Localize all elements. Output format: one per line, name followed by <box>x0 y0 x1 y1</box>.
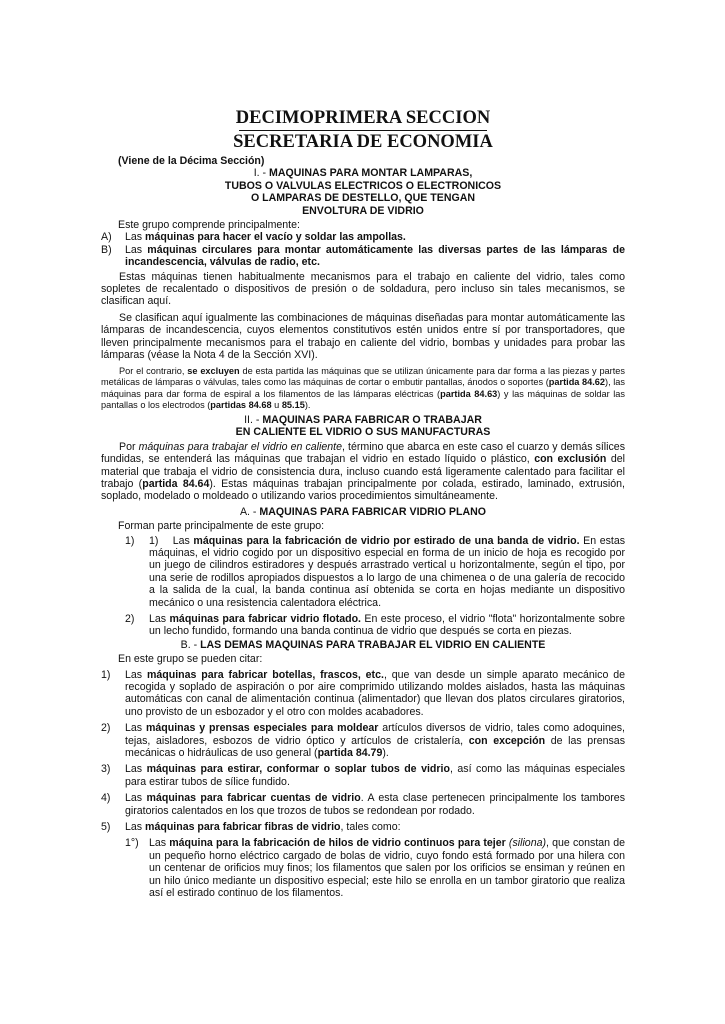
list-text: de las prensas mecánicas o hidráulicas de uso general ( <box>125 734 625 760</box>
list-bold-text: partida 84.79 <box>317 747 383 760</box>
paragraph: Se clasifican aquí igualmente las combinaciones de máquinas diseñadas para montar automáticamente las lámparas de incandescencia, cuyos elementos constitutivos estén unidos entre sí por transportadores, que lleven principalmente mecanismos para el trabajo en caliente del vidrio, bombas y unidades para probar las lámparas (véase la Nota 4 de la Sección XVI). <box>101 311 625 362</box>
list-text: , así como las máquinas especiales para estirar tubos de sílice fundido. <box>125 763 625 788</box>
note-bold: 85.15 <box>281 400 305 411</box>
note-text: u <box>271 400 282 411</box>
list-item-a1 <box>101 535 625 609</box>
list-item-b4 <box>101 792 625 817</box>
list-item-a <box>101 231 625 243</box>
para-bold: con exclusión <box>534 453 607 466</box>
list-bold-text: máquina para la fabricación de hilos de vidrio continuos para tejer <box>169 837 506 850</box>
list-item-b5 <box>101 821 625 833</box>
list-bold-text: máquinas para hacer el vacío y soldar las ampollas. <box>145 231 406 244</box>
list-marker: 3) <box>101 763 111 776</box>
list-text: , que constan de un pequeño horno eléctrico cargado de bolas de vidrio, cuyo fondo está formado por una hilera con un centenar de orificios muy finos; los filamentos que salen por los orificios se ensiman y reúnen en un hilo único mediante un dispositivo especial; este hilo se enrolla en un tambor giratorio que realiza así el estirado continuo de los filamentos. <box>149 837 625 900</box>
list-item-b <box>101 244 625 269</box>
list-bold-text: máquinas para la fabricación de vidrio por estirado de una banda de vidrio. <box>193 534 580 547</box>
list-marker: 2) <box>125 612 135 625</box>
list-marker: 1°) <box>125 837 139 850</box>
list-marker: 5) <box>101 821 111 834</box>
list-text: En estas máquinas, el vidrio cogido por un dispositivo especial en forma de un inicio de hoja es recogido por un juego de cilindros estiradores y después arrastrado vertical u horizontalmente, según el tipo, por una serie de rodillos apropiados dispuestos a lo largo de una chimenea o de una galería de recocido a la salida de la cual, la banda continua así obtenida se corta en hojas mediante un dispositivo mecánico o una resistencia calentadora eléctrica. <box>149 534 626 609</box>
section-ii-prefix: II. - <box>244 413 263 426</box>
section-b-title: LAS DEMAS MAQUINAS PARA TRABAJAR EL VIDRIO EN CALIENTE <box>200 638 546 651</box>
section-ii-line1: MAQUINAS PARA FABRICAR O TRABAJAR <box>262 413 482 426</box>
list-marker: 1) <box>101 668 111 681</box>
note-bold: partidas 84.68 <box>210 400 272 411</box>
list-subitem-b5-1 <box>101 837 625 899</box>
section-b-intro: En este grupo se pueden citar: <box>118 653 263 666</box>
list-text: Las <box>125 243 148 256</box>
list-bold-text: máquinas para fabricar fibras de vidrio <box>145 821 341 834</box>
document-subtitle: SECRETARIA DE ECONOMIA <box>233 132 493 152</box>
list-marker: A) <box>101 231 112 244</box>
section-b-prefix: B. - <box>180 638 201 651</box>
section-ii-heading <box>101 414 625 426</box>
list-marker: B) <box>101 243 112 256</box>
list-text: Las <box>125 722 146 735</box>
section-a-intro: Forman parte principalmente de este grupo: <box>118 520 325 533</box>
note-text: de esta partida las máquinas que se utilizan únicamente para dar forma a las piezas y partes metálicas de lámparas o válvulas, tales como las máquinas de cortar o embutir pantallas, ánodos o soportes ( <box>101 365 625 388</box>
para-bold: partida 84.64 <box>142 477 210 490</box>
list-bold-text: máquinas para estirar, conformar o soplar tubos de vidrio <box>146 763 450 776</box>
section-i-line4: ENVOLTURA DE VIDRIO <box>302 204 424 217</box>
list-text: En este proceso, el vidrio "flota" horizontalmente sobre un lecho fundido, formando una banda continua de vidrio que después se corta en piezas. <box>149 612 625 638</box>
list-bold-text: máquinas circulares para montar automáticamente las diversas partes de las lámparas de incandescencia, válvulas de radio, etc. <box>125 243 625 269</box>
list-item-b2 <box>101 722 625 759</box>
section-i-line2: TUBOS O VALVULAS ELECTRICOS O ELECTRONICOS <box>224 179 502 192</box>
para-text: ). Estas máquinas trabajan principalmente por colada, estirado, laminado, extrusión, soplado, modelado o moldeado o utilizando varios procedimientos simultáneamente. <box>101 477 625 503</box>
note-text: ). <box>304 400 311 411</box>
para-text: , término que abarca en este caso el cuarzo y demás sílices fundidas <box>101 440 626 466</box>
list-bold-text: máquinas y prensas especiales para moldear <box>145 722 379 735</box>
section-i-intro: Este grupo comprende principalmente: <box>118 219 300 232</box>
list-item-b1 <box>101 669 625 719</box>
list-marker: 4) <box>101 792 111 805</box>
section-i-line1: MAQUINAS PARA MONTAR LAMPARAS, <box>269 167 473 180</box>
note-text: ) y las máquinas de soldar las pantallas o los electrodos ( <box>101 388 625 411</box>
section-a-title: MAQUINAS PARA FABRICAR VIDRIO PLANO <box>259 505 487 518</box>
list-italic-text: (siliona) <box>505 837 547 850</box>
para-italic: máquinas para trabajar el vidrio en caliente <box>138 440 342 453</box>
title-divider <box>239 130 487 131</box>
list-submarker: 1) <box>149 534 159 547</box>
list-text: Las <box>125 231 146 244</box>
paragraph <box>101 441 625 503</box>
list-bold-text: con excepción <box>468 734 546 747</box>
note-text: Por el contrario, <box>119 365 188 376</box>
section-i-line3: O LAMPARAS DE DESTELLO, QUE TENGAN <box>250 192 476 205</box>
list-item-b3 <box>101 763 625 788</box>
list-bold-text: máquinas para fabricar vidrio flotado. <box>169 612 361 625</box>
list-text: , tales como: <box>340 821 401 834</box>
note-text: ), las máquinas para dar forma de espiral a los filamentos de las lámparas eléctricas ( <box>101 377 625 399</box>
section-b-heading <box>101 639 625 651</box>
section-ii-line2: EN CALIENTE EL VIDRIO O SUS MANUFACTURAS <box>235 426 491 439</box>
exclusion-note <box>101 366 625 412</box>
list-text: Las <box>125 821 146 834</box>
note-bold: se excluyen <box>187 365 240 376</box>
continued-note: (Viene de la Décima Sección) <box>118 155 265 167</box>
note-bold: partida 84.62 <box>548 377 606 388</box>
list-text: Las <box>125 668 147 681</box>
list-marker: 1) <box>125 534 135 547</box>
document-title: DECIMOPRIMERA SECCION <box>235 108 491 128</box>
list-bold-text: máquinas para fabricar botellas, frascos, etc. <box>146 668 384 681</box>
list-marker: 2) <box>101 722 111 735</box>
list-text: artículos diversos de vidrio, tales como adoquines, tejas, aisladores, esbozos de vidrio óptico y artículos de cristalería, <box>125 722 625 747</box>
paragraph: Estas máquinas tienen habitualmente mecanismos para el trabajo en caliente del vidrio, tales como sopletes de recalentado o dispositivos de presión o de soldadura, pero incluso sin tales mecanismos, se clasifican aquí. <box>101 270 625 308</box>
list-text: ). <box>382 747 389 760</box>
list-text: , que van desde un simple aparato mecánico de recogida y soplado de aspiración o por aire comprimido utilizando moldes aislados, hasta las máquinas automáticas con canal de alimentación continua (alimentador) que llevan dos platos circulares giratorios, uno provisto de un esbozador y el otro con moldes acabadores. <box>125 668 625 718</box>
list-text: . A esta clase pertenecen principalmente los tambores giratorios calentados en los que trozos de tubos se redondean por rodado. <box>125 792 625 817</box>
note-bold: partida 84.63 <box>440 388 498 399</box>
section-i-prefix: I. - <box>253 167 270 180</box>
list-text: Las <box>125 763 147 776</box>
list-item-a2 <box>101 613 625 638</box>
section-i-heading <box>101 167 625 179</box>
list-text: Las <box>149 837 170 850</box>
list-text: Las <box>125 792 147 805</box>
section-a-prefix: A. - <box>239 505 260 518</box>
list-text: Las <box>172 534 194 547</box>
list-text: Las <box>149 612 170 625</box>
list-bold-text: máquinas para fabricar cuentas de vidrio <box>146 792 361 805</box>
para-text: Por <box>119 440 139 453</box>
section-a-heading <box>101 506 625 518</box>
para-text: , se entenderá las máquinas que trabajan el vidrio en estado líquido o plástico, <box>141 453 535 466</box>
para-text: del material que trabaja el vidrio de consistencia dura, incluso cuando está ligeramente calentado para facilitar el trabajo ( <box>101 453 625 490</box>
